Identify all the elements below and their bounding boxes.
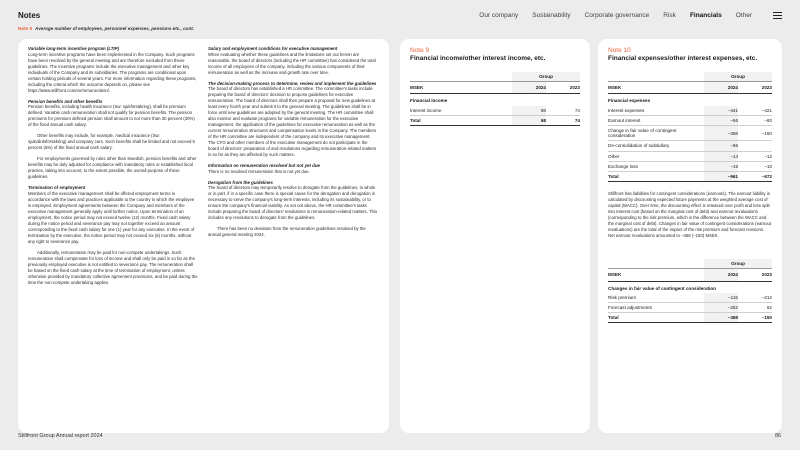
note-9-title: Financial income/other interest income, etc. bbox=[410, 55, 546, 62]
footer-report-title: Stillfront Group Annual report 2024 bbox=[18, 433, 103, 439]
row-label: Change in fair value of contingent consideration bbox=[608, 126, 704, 141]
nav-other[interactable]: Other bbox=[735, 12, 752, 19]
note-10-title: Financial expenses/other interest expenses, etc. bbox=[608, 55, 758, 62]
nav-corporate-governance[interactable]: Corporate governance bbox=[584, 12, 650, 19]
table-row bbox=[608, 151, 772, 161]
note-10-table bbox=[608, 72, 772, 182]
total-2024: –961 bbox=[704, 172, 738, 182]
total-label: Total bbox=[608, 172, 704, 182]
value-2024: –15 bbox=[704, 161, 738, 171]
table-row bbox=[608, 303, 772, 313]
value-2023: 74 bbox=[546, 106, 580, 116]
body-paragraph: The board of directors has established a HR committee. The committee's tasks include preparing the board of directors' decision to propose guidelines for executive remuneration. The board of directors shall then prepare a proposal for new guidelines at least every fourth year and submit it to the general meeting. The guidelines shall be in force until new guidelines are adopted by the general meeting. The HR committee shall also monitor and evaluate programs for variable remuneration for the executive management, the application of the guidelines for executive remuneration as well as the current remuneration structures and compensation levels in the Company. The members of the HR committee are independent of the company and its executive management. The CFO and other members of the executive management do not participate in the board of directors' preparation of and resolutions regarding remuneration-related matters in so far as they are affected by such matters. bbox=[208, 86, 377, 158]
body-paragraph: For employments governed by rules other than Swedish, pension benefits and other benefits may be duly adjusted for compliance with mandatory rules or established local practice, taking into account, to the extent possible, the overall purpose of these guidelines. bbox=[28, 156, 197, 180]
hamburger-menu-icon[interactable] bbox=[773, 12, 782, 19]
value-2024: –14 bbox=[704, 151, 738, 161]
row-label: Earnout interest bbox=[608, 115, 704, 125]
row-label: Interest expenses bbox=[608, 106, 704, 116]
subheader-financial-expenses: Financial expenses bbox=[608, 98, 651, 104]
body-paragraph: When evaluating whether these guidelines and the limitations set out herein are reasonable, the board of directors (including the HR committee) has considered the total income of all employees of the company, including the various components of their remuneration as well as the increase and growth rate over time. bbox=[208, 51, 376, 75]
column-header-2023: 2023 bbox=[738, 269, 772, 281]
group-header: Group bbox=[512, 72, 580, 82]
column-header-2024: 2024 bbox=[512, 82, 546, 94]
table-row bbox=[608, 106, 772, 116]
table-row bbox=[608, 161, 772, 171]
body-paragraph: There has been no deviation from the remuneration guidelines resolved by the annual general meeting 2024. bbox=[208, 226, 366, 238]
value-2024: –441 bbox=[704, 106, 738, 116]
value-2024: –115 bbox=[704, 293, 738, 303]
value-2024: –368 bbox=[704, 126, 738, 141]
section-heading: Termination of employment bbox=[28, 185, 86, 191]
row-label: Interest income bbox=[410, 106, 512, 116]
body-paragraph: Long-term incentive programs have been implemented in the Company. Such programs have been resolved by the general meeting and are therefore excluded from these guidelines. The incentive programs include the executive management and other key individuals of the Company and its subsidiaries. The programs are conditional upon certain holding periods of several years. For more information regarding these programs, including the criteria which the outcome depends on, please see https://www.stillfront.com/en/remuneration/. bbox=[28, 51, 197, 93]
text-column-2 bbox=[208, 46, 378, 291]
column-header-2024: 2024 bbox=[704, 269, 738, 281]
note-9-card bbox=[400, 39, 590, 433]
value-2023: –80 bbox=[738, 115, 772, 125]
column-header-2023: 2023 bbox=[546, 82, 580, 94]
value-2023: –150 bbox=[738, 126, 772, 141]
column-header-msek: MSEK bbox=[608, 269, 704, 281]
value-2023: –421 bbox=[738, 106, 772, 116]
note-9-label: Note 9 bbox=[410, 47, 430, 54]
value-2024: 68 bbox=[512, 106, 546, 116]
body-paragraph: Pension benefits, including health insurance (Sw: sjukförsäkring), shall be premium defined. Variable cash remuneration shall not qualify for pension benefits. The pension premiums for premium defined pension shall amount to not more than 30 percent (30%) of the fixed annual cash salary. bbox=[28, 104, 195, 128]
value-2023 bbox=[738, 141, 772, 151]
column-header-msek: MSEK bbox=[410, 82, 512, 94]
table-row bbox=[608, 126, 772, 141]
total-2023: –672 bbox=[738, 172, 772, 182]
total-label: Total bbox=[608, 313, 704, 323]
value-2024: –252 bbox=[704, 303, 738, 313]
total-2024: 68 bbox=[512, 115, 546, 125]
breadcrumb-note-ref[interactable]: Note 8 bbox=[18, 26, 33, 31]
value-2023: –10 bbox=[738, 161, 772, 171]
section-title: Notes bbox=[18, 11, 41, 20]
table-row bbox=[608, 293, 772, 303]
note-9-table bbox=[410, 72, 580, 126]
value-2024: –56 bbox=[704, 115, 738, 125]
section-heading: Variable long-term incentive program (LTIP) bbox=[28, 46, 119, 51]
total-2023: –150 bbox=[738, 313, 772, 323]
section-heading: Information on remuneration resolved but not yet due bbox=[208, 163, 320, 169]
row-label: Forecast adjustments bbox=[608, 303, 704, 313]
value-2023: –212 bbox=[738, 293, 772, 303]
section-heading: The decision-making process to determine, review and implement the guidelines bbox=[208, 80, 377, 86]
total-row bbox=[608, 313, 772, 323]
nav-sustainability[interactable]: Sustainability bbox=[532, 12, 571, 19]
group-header: Group bbox=[704, 259, 772, 269]
table-row bbox=[608, 115, 772, 125]
value-2024: –66 bbox=[704, 141, 738, 151]
column-header-msek: MSEK bbox=[608, 82, 704, 94]
breadcrumb-text: Average number of employees, personnel expenses, pensions etc., cont. bbox=[35, 26, 195, 31]
text-column-1 bbox=[28, 46, 198, 291]
nav-our-company[interactable]: Our company bbox=[479, 12, 519, 19]
body-paragraph: The board of directors may temporarily resolve to derogate from the guidelines, in whole or in part, if in a specific case there is special cause for the derogation and derogation is necessary to serve the company's long-term interests, including its sustainability, or to ensure the company's financial viability. As set out above, the HR committee's tasks include preparing the board of directors' resolutions in remuneration-related matters. This includes any resolutions to derogate from the guidelines. bbox=[208, 185, 378, 221]
note-10-label: Note 10 bbox=[608, 47, 631, 54]
column-header-2023: 2023 bbox=[738, 82, 772, 94]
section-heading: Pension benefits and other benefits bbox=[28, 98, 103, 104]
remuneration-text-card bbox=[18, 39, 389, 433]
total-label: Total bbox=[410, 115, 512, 125]
body-paragraph: Other benefits may include, for example, medical insurance (Sw: sjukvårdsförsäkring) and company cars. Such benefits shall be limited and not exceed 5 percent (5%) of the fixed annual cash salary. bbox=[28, 133, 195, 151]
subheader-financial-income: Financial income bbox=[410, 98, 448, 104]
row-label: Exchange loss bbox=[608, 161, 704, 171]
group-header: Group bbox=[704, 72, 772, 82]
section-heading: Salary and employment conditions for executive management bbox=[208, 46, 338, 51]
total-row bbox=[410, 115, 580, 125]
body-paragraph: Members of the executive management shall be offered employment terms in accordance with the laws and practices applicable to the country in which the employee is employed. Employment agreements between the Company and members of the executive management generally apply until further notice. Upon termination of an employment, the notice period may not exceed twelve (12) months. Fixed cash salary during the notice period and severance pay may not together exceed an amount corresponding to the fixed cash salary for one (1) year for any executive. In the event of termination by the executive, the notice period may not exceed six (6) months, without any right to severance pay. bbox=[28, 190, 195, 244]
total-2023: 74 bbox=[546, 115, 580, 125]
table-row bbox=[410, 106, 580, 116]
body-paragraph: Additionally, remuneration may be paid for non-compete undertakings. Such remuneration shall compensate for loss of income and shall only be paid in so far as the previously employed executive is not entitled to severance pay. The remuneration shall be based on the fixed cash salary at the time of termination of employment, unless otherwise provided by mandatory collective agreement provisions, and be paid during the time the non-compete undertaking applies. bbox=[28, 249, 198, 285]
row-label: Other bbox=[608, 151, 704, 161]
section-heading: Derogation from the guidelines bbox=[208, 179, 273, 185]
note-10-card bbox=[598, 39, 782, 433]
value-2023: –12 bbox=[738, 151, 772, 161]
total-2024: –368 bbox=[704, 313, 738, 323]
earnout-paragraph: Stillfront has liabilities for contingent considerations (earnouts). The earnout liability is calculated by discounting expected future payments at the weighted average cost of capital (WACC). Over time, the discounting effect is released over profit and loss split into interest cost (based on the marginal cost of debt) and earnout revaluations (corresponding to the risk premium, which is the difference between the WACC and the marginal cost of debt). Changes in fair value of contingent considerations (earnout revaluations) are the total of the impact of the risk premium and forecast revisions. Net earnout revaluations amounted to –368 (–150) MSEK. bbox=[608, 191, 772, 239]
page-number: 86 bbox=[775, 433, 782, 439]
contingent-consideration-table bbox=[608, 259, 772, 323]
total-row bbox=[608, 172, 772, 182]
column-header-2024: 2024 bbox=[704, 82, 738, 94]
subheader-fair-value-changes: Changes in fair value of contingent consideration bbox=[608, 285, 716, 291]
body-paragraph: There is no resolved remuneration that is not yet due. bbox=[208, 168, 310, 174]
nav-financials[interactable]: Financials bbox=[689, 12, 722, 19]
table-row bbox=[608, 141, 772, 151]
breadcrumb bbox=[18, 26, 194, 31]
value-2023: 62 bbox=[738, 303, 772, 313]
row-label: De-consolidation of subsidiary bbox=[608, 141, 704, 151]
nav-risk[interactable]: Risk bbox=[663, 12, 676, 19]
main-nav bbox=[479, 12, 752, 19]
row-label: Risk premium bbox=[608, 293, 704, 303]
